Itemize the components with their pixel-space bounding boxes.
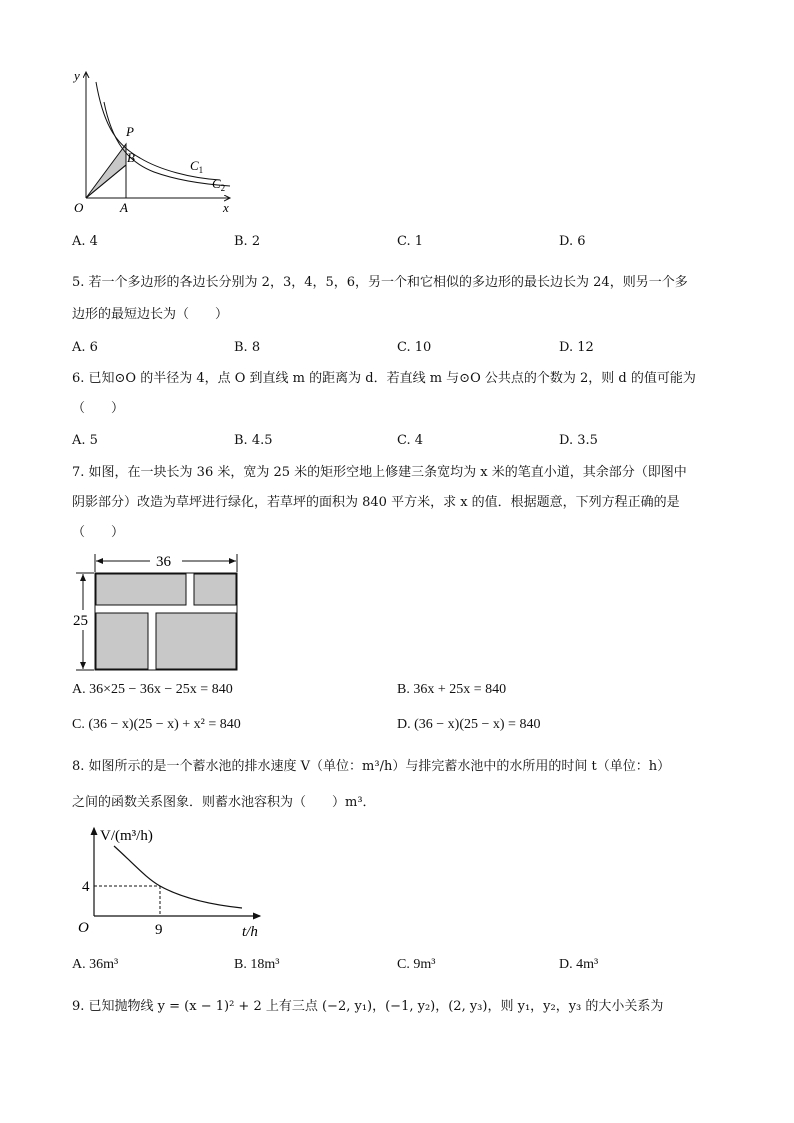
curve-C2-label: $C_2$ (212, 176, 226, 193)
lawn-bottom-left (96, 613, 148, 669)
lawn-top-left (96, 574, 186, 605)
curve-C2 (104, 102, 230, 186)
q4-option-b[interactable]: B. 2 (234, 234, 261, 249)
q5-text-line1: 5. 若一个多边形的各边长分别为 2，3，4，5，6，另一个和它相似的多边形的最长边长为 24，则另一个多 (72, 275, 688, 290)
q5-option-d[interactable]: D. 12 (559, 340, 594, 355)
q7-option-b[interactable]: B. 36x + 25x = 840 (397, 682, 507, 697)
graph-origin-label: O (78, 920, 89, 936)
graph-curve (114, 846, 242, 908)
width-label: 36 (156, 554, 171, 570)
q8-text-line1: 8. 如图所示的是一个蓄水池的排水速度 V（单位：m³/h）与排完蓄水池中的水所用的时间 t（单位：h） (72, 759, 671, 774)
q9-text-line1: 9. 已知抛物线 y = (x − 1)² + 2 上有三点 (−2, y₁)，(−1, y₂)，(2, y₃)，则 y₁，y₂，y₃ 的大小关系为 (72, 999, 664, 1014)
q8-text-line2: 之间的函数关系图象．则蓄水池容积为（ ）m³． (72, 795, 376, 810)
q8-option-b[interactable]: B. 18m³ (234, 957, 280, 972)
x-label: x (223, 200, 229, 215)
q4-option-d[interactable]: D. 6 (559, 234, 586, 249)
q5-text-line2: 边形的最短边长为（ ） (72, 307, 229, 322)
q8-option-a[interactable]: A. 36m³ (72, 957, 119, 972)
height-label: 25 (73, 613, 88, 629)
q5-option-c[interactable]: C. 10 (397, 340, 432, 355)
q7-option-c[interactable]: C. (36 − x)(25 − x) + x² = 840 (72, 717, 241, 732)
q8-option-c[interactable]: C. 9m³ (397, 957, 436, 972)
q8-option-d[interactable]: D. 4m³ (559, 957, 599, 972)
field-figure (70, 548, 250, 676)
graph-y-tick: 4 (82, 879, 90, 895)
q7-text-line2: 阴影部分）改造为草坪进行绿化，若草坪的面积为 840 平方米，求 x 的值．根据题意，下列方程正确的是 (72, 495, 680, 510)
q6-option-a[interactable]: A. 5 (72, 433, 98, 448)
q7-option-d[interactable]: D. (36 − x)(25 − x) = 840 (397, 717, 541, 732)
q6-option-c[interactable]: C. 4 (397, 433, 424, 448)
curve-C1-label: $C_1$ (190, 158, 204, 175)
q6-option-b[interactable]: B. 4.5 (234, 433, 273, 448)
graph-x-label: t/h (242, 924, 258, 940)
lawn-top-right (194, 574, 236, 605)
point-A-label: A (120, 200, 128, 215)
shaded-triangle (86, 144, 126, 198)
origin-label: O (74, 200, 84, 215)
lawn-bottom-right (156, 613, 236, 669)
q6-text-line2: （ ） (72, 401, 125, 416)
q5-option-a[interactable]: A. 6 (72, 340, 98, 355)
graph-x-tick: 9 (155, 922, 163, 938)
q4-option-c[interactable]: C. 1 (397, 234, 424, 249)
point-B-label: B (127, 150, 135, 165)
q6-option-d[interactable]: D. 3.5 (559, 433, 598, 448)
q7-option-a[interactable]: A. 36×25 − 36x − 25x = 840 (72, 682, 233, 697)
q5-option-b[interactable]: B. 8 (234, 340, 261, 355)
point-P-label: P (126, 124, 134, 139)
q4-option-a[interactable]: A. 4 (72, 234, 98, 249)
y-label: y (74, 68, 80, 83)
q6-text-line1: 6. 已知⊙O 的半径为 4，点 O 到直线 m 的距离为 d．若直线 m 与⊙O 公共点的个数为 2，则 d 的值可能为 (72, 371, 696, 386)
graph-y-label: V/(m³/h) (100, 828, 153, 844)
q7-text-line3: （ ） (72, 525, 125, 540)
curves-figure (60, 62, 260, 222)
drain-graph (74, 820, 274, 950)
q7-text-line1: 7. 如图，在一块长为 36 米，宽为 25 米的矩形空地上修建三条宽均为 x 米的笔直小道，其余部分（即图中 (72, 465, 687, 480)
segment-OB (86, 165, 126, 198)
